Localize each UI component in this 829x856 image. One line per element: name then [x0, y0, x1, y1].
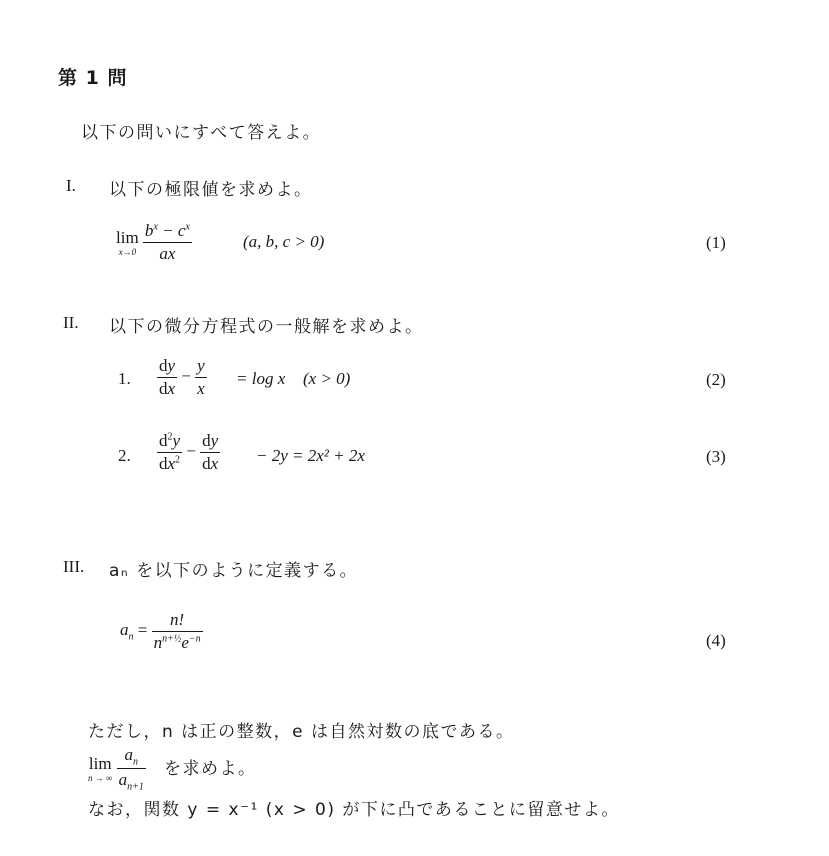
item-1-number: 1. [118, 369, 131, 388]
section-2-text: 以下の微分方程式の一般解を求めよ。 [109, 317, 424, 337]
equation-4: $a_n$ = $\frac{n!}{n^{n+\frac{1}{2}}e^{-n}}$ [120, 610, 201, 652]
equation-3: $\frac{d^2y}{dx^2}$ − $\frac{dy}{dx}$ [159, 431, 219, 473]
equation-2-condition: (x > 0) [303, 369, 351, 388]
section-1-text: 以下の極限値を求めよ。 [109, 180, 313, 200]
note-definition: ただし，n は正の整数，e は自然対数の底である。 [88, 722, 515, 742]
equation-3-rhs: − 2y = 2x² + 2x [256, 446, 365, 465]
equation-1-condition: (a, b, c > 0) [243, 232, 325, 251]
note-convexity: なお，関数 y = x⁻¹ (x > 0) が下に凸であることに留意せよ。 [88, 800, 620, 820]
equation-number-1: (1) [706, 233, 726, 252]
item-2-number: 2. [118, 446, 131, 465]
problem-title: 第 1 問 [58, 67, 128, 89]
equation-number-4: (4) [706, 631, 726, 650]
equation-2: $\frac{dy}{dx}$ − $\frac{y}{x}$ [159, 356, 205, 398]
equation-number-2: (2) [706, 370, 726, 389]
section-2-number: II. [63, 313, 79, 332]
equation-2-rhs: = log x [236, 369, 286, 388]
section-1-number: I. [66, 176, 76, 195]
equation-number-3: (3) [706, 447, 726, 466]
limit-ratio-expression: lim n → ∞ $\frac{a_n}{a_{n+1}}$ [88, 745, 144, 793]
equation-1: lim x→0 $\frac{b^x - c^x}{ax}$ [116, 221, 190, 263]
section-3-text: aₙ を以下のように定義する。 [109, 561, 359, 581]
intro-text: 以下の問いにすべて答えよ。 [81, 123, 322, 143]
section-3-number: III. [63, 557, 85, 576]
note-find: を求めよ。 [164, 759, 257, 779]
